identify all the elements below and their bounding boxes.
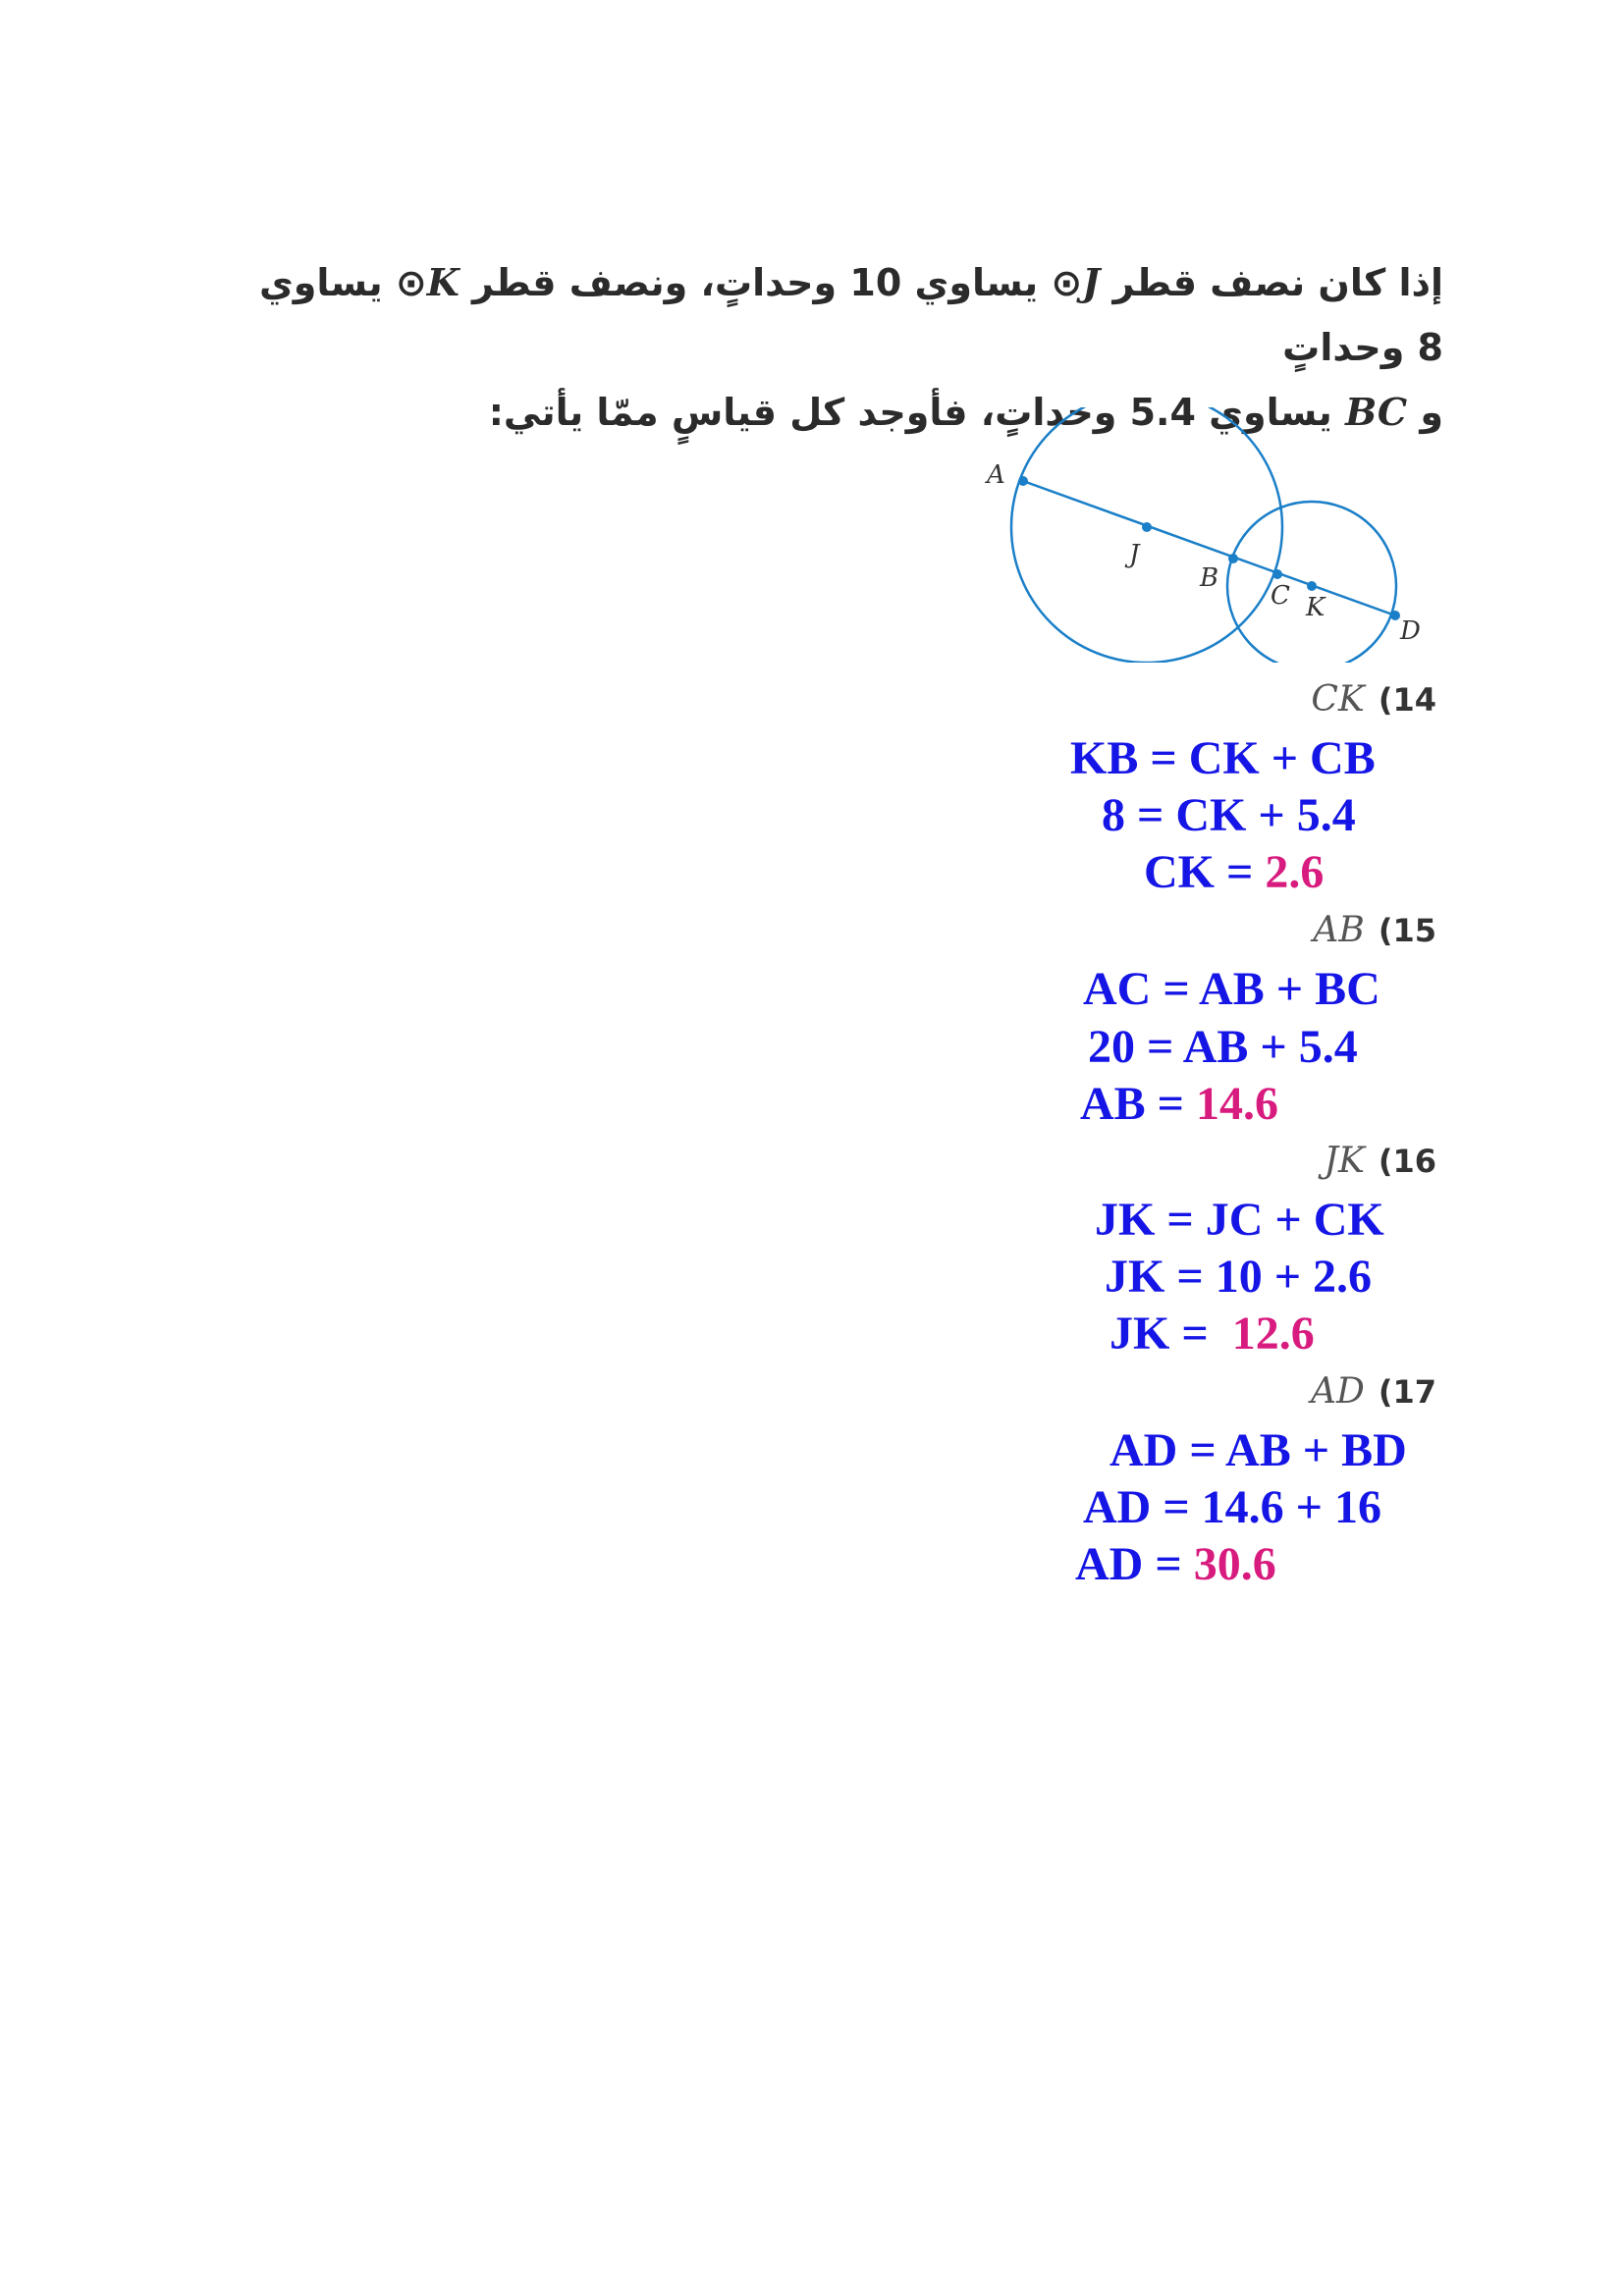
equation-line: [1083, 962, 1380, 1016]
intro-text-1b: يساوي 10 وحداتٍ، ونصف قطر: [459, 261, 1052, 304]
segment-ad: [1023, 481, 1395, 615]
point-c: [1272, 569, 1282, 579]
answer-value: 12.6: [1231, 1308, 1315, 1360]
equation-result: [1144, 845, 1324, 899]
label-b: B: [1200, 563, 1219, 593]
equation-text: JK = 10 + 2.6: [1105, 1251, 1373, 1303]
equation-line: [1105, 1250, 1372, 1304]
equation-text: AB =: [1080, 1078, 1197, 1130]
question-measure: JK: [1324, 1141, 1365, 1181]
equation-text: JK = JC + CK: [1095, 1194, 1384, 1246]
label-c: C: [1271, 581, 1290, 611]
question-measure: AD: [1310, 1371, 1365, 1412]
equation-line: [1109, 1423, 1407, 1477]
equation-line: [1070, 731, 1376, 785]
problem-line-1: [236, 250, 1443, 380]
label-a: A: [987, 460, 1005, 490]
equation-result: [1109, 1307, 1315, 1361]
question-17-label: [1311, 1371, 1436, 1412]
question-number: (15: [1378, 912, 1436, 949]
equation-line: [1088, 1020, 1358, 1074]
label-d: D: [1400, 616, 1421, 646]
point-k: [1307, 581, 1317, 591]
point-d: [1390, 611, 1400, 620]
answer-value: 30.6: [1193, 1538, 1276, 1590]
question-number: (16: [1378, 1143, 1436, 1180]
equation-line: [1102, 788, 1356, 842]
equation-text: AC = AB + BC: [1083, 963, 1380, 1015]
point-j: [1142, 522, 1152, 532]
circle-j: [1011, 407, 1282, 663]
equation-text: 8 = CK + 5.4: [1102, 789, 1356, 841]
intro-text-2b: يساوي 5.4 وحداتٍ، فأوجد كل قياسٍ ممّا يأتي:: [488, 391, 1346, 434]
answer-value: 14.6: [1196, 1078, 1279, 1130]
point-b: [1228, 554, 1238, 563]
intro-text-1a: إذا كان نصف قطر: [1100, 261, 1443, 304]
segment-bc-label: BC: [1345, 390, 1408, 434]
question-measure: AB: [1313, 910, 1365, 950]
intro-text-2a: و: [1407, 391, 1443, 434]
intro-text-1c: يساوي 8 وحداتٍ: [258, 261, 1443, 369]
equation-text: AD =: [1075, 1538, 1194, 1590]
circle-dot-icon: ⊙: [1051, 261, 1083, 304]
circle-dot-icon: ⊙: [395, 261, 427, 304]
question-measure: CK: [1311, 679, 1365, 720]
label-j: J: [1129, 540, 1140, 569]
question-14-label: [1311, 679, 1436, 720]
equation-text: CK =: [1144, 846, 1266, 898]
equation-line: [1083, 1480, 1381, 1534]
question-16-label: [1325, 1141, 1436, 1181]
answer-value: 2.6: [1265, 846, 1325, 898]
question-number: (14: [1378, 681, 1436, 719]
point-a: [1018, 476, 1028, 486]
equation-text: AD = 14.6 + 16: [1083, 1481, 1382, 1533]
equation-result: [1080, 1077, 1278, 1131]
equation-line: [1095, 1193, 1384, 1247]
equation-text: 20 = AB + 5.4: [1088, 1021, 1358, 1073]
question-15-label: [1313, 910, 1436, 950]
circle-k-label: K: [426, 260, 460, 304]
question-number: (17: [1378, 1373, 1436, 1411]
circles-figure: [982, 407, 1434, 663]
label-k: K: [1306, 593, 1325, 622]
circle-j-label: J: [1082, 260, 1101, 304]
equation-text: KB = CK + CB: [1070, 732, 1376, 784]
equation-result: [1075, 1537, 1276, 1591]
equation-text: JK =: [1109, 1308, 1232, 1360]
equation-text: AD = AB + BD: [1109, 1424, 1407, 1476]
